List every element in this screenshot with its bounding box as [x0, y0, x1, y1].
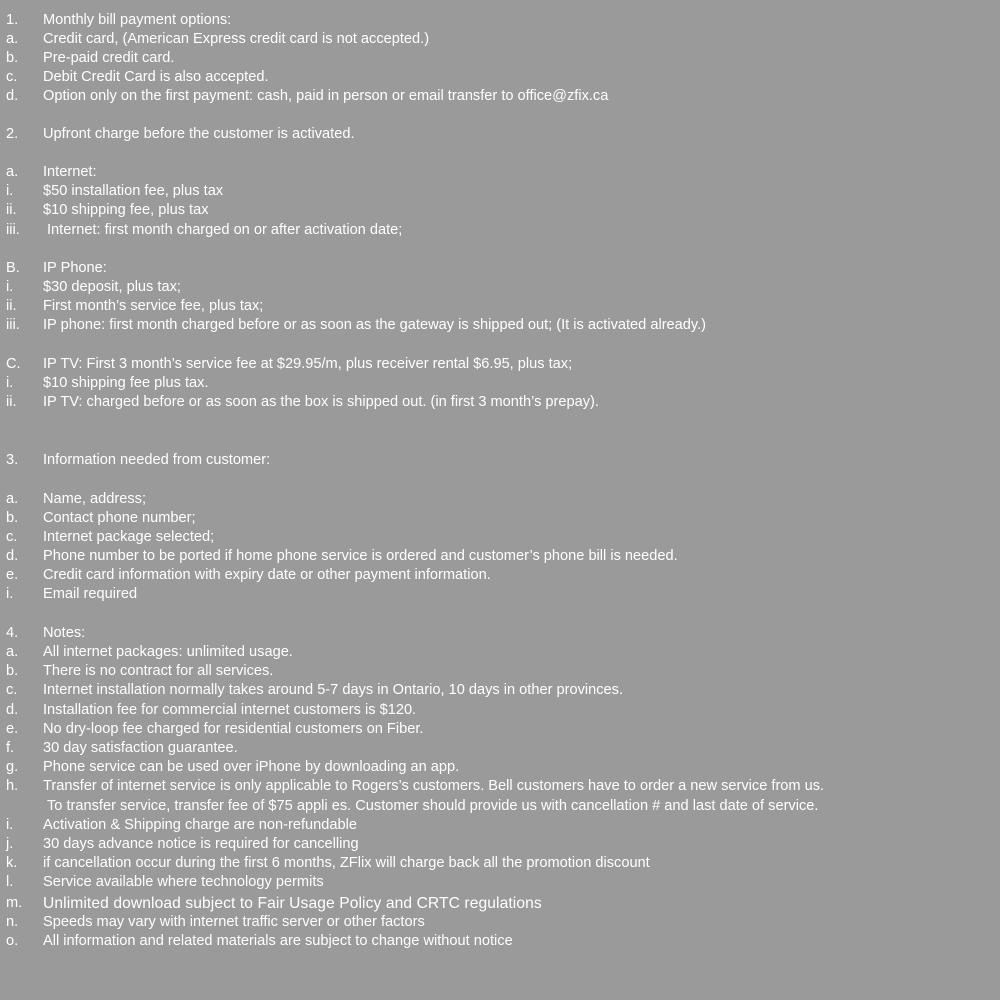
- list-marker: a.: [6, 31, 19, 47]
- list-text: Credit card information with expiry date or other payment information.: [43, 567, 491, 583]
- list-item: [0, 758, 1000, 777]
- list-item: [0, 932, 1000, 951]
- list-text: Notes:: [43, 625, 86, 641]
- list-text: Contact phone number;: [43, 510, 196, 526]
- list-marker: a.: [6, 164, 19, 180]
- list-marker: o.: [6, 933, 19, 949]
- list-marker: 2.: [6, 126, 19, 142]
- list-marker: i.: [6, 586, 14, 602]
- list-text: Monthly bill payment options:: [43, 12, 232, 28]
- list-item: [0, 528, 1000, 547]
- list-marker: b.: [6, 50, 19, 66]
- section-heading: [0, 624, 1000, 643]
- list-marker: i.: [6, 817, 14, 833]
- list-item: [0, 355, 1000, 374]
- list-marker: i.: [6, 183, 14, 199]
- list-marker: d.: [6, 88, 19, 104]
- list-text: Transfer of internet service is only applicable to Rogers’s customers. Bell customers have to order a new service from us.: [43, 778, 825, 794]
- list-text: Phone service can be used over iPhone by downloading an app.: [43, 759, 460, 775]
- list-marker: c.: [6, 69, 18, 85]
- list-item: [0, 201, 1000, 220]
- list-marker: l.: [6, 874, 14, 890]
- list-item: [0, 873, 1000, 892]
- list-item: [0, 393, 1000, 412]
- list-item: [0, 221, 1000, 240]
- list-item: [0, 547, 1000, 566]
- list-text: Option only on the first payment: cash, paid in person or email transfer to office@zfix.ca: [43, 88, 609, 104]
- list-text: Pre-paid credit card.: [43, 50, 175, 66]
- list-text: IP TV: First 3 month’s service fee at $29.95/m, plus receiver rental $6.95, plus tax;: [43, 356, 573, 372]
- list-text: Internet installation normally takes around 5-7 days in Ontario, 10 days in other provinces.: [43, 682, 624, 698]
- list-item: [0, 913, 1000, 932]
- list-item: [0, 11, 1000, 30]
- list-marker: b.: [6, 510, 19, 526]
- list-item: [0, 854, 1000, 873]
- list-marker: h.: [6, 778, 19, 794]
- list-marker: iii.: [6, 317, 20, 333]
- list-item: [0, 681, 1000, 700]
- list-marker: g.: [6, 759, 19, 775]
- list-marker: 1.: [6, 12, 19, 28]
- list-marker: m.: [6, 895, 23, 911]
- list-marker: 4.: [6, 625, 19, 641]
- list-item: [0, 585, 1000, 604]
- list-text: Service available where technology permits: [43, 874, 324, 890]
- list-item: [0, 259, 1000, 278]
- list-text: There is no contract for all services.: [43, 663, 274, 679]
- list-item: [0, 278, 1000, 297]
- list-text: Internet: first month charged on or after activation date;: [47, 222, 403, 238]
- list-text: All internet packages: unlimited usage.: [43, 644, 293, 660]
- list-marker: iii.: [6, 222, 20, 238]
- list-item: [0, 739, 1000, 758]
- list-marker: k.: [6, 855, 18, 871]
- list-text: $50 installation fee, plus tax: [43, 183, 224, 199]
- list-text: Phone number to be ported if home phone service is ordered and customer’s phone bill is needed.: [43, 548, 678, 564]
- list-text: No dry-loop fee charged for residential customers on Fiber.: [43, 721, 424, 737]
- list-marker: e.: [6, 567, 19, 583]
- list-item: [0, 87, 1000, 106]
- list-marker: a.: [6, 491, 19, 507]
- list-marker: d.: [6, 548, 19, 564]
- list-marker: i.: [6, 279, 14, 295]
- list-text: IP phone: first month charged before or as soon as the gateway is shipped out; (It is activated already.): [43, 317, 707, 333]
- list-marker: j.: [6, 836, 14, 852]
- list-item: [0, 894, 1000, 913]
- list-text: if cancellation occur during the first 6 months, ZFlix will charge back all the promotion discount: [43, 855, 650, 871]
- list-text: First month’s service fee, plus tax;: [43, 298, 264, 314]
- list-marker: e.: [6, 721, 19, 737]
- list-item: [0, 662, 1000, 681]
- list-item: [0, 720, 1000, 739]
- list-item: [0, 490, 1000, 509]
- list-text: Speeds may vary with internet traffic server or other factors: [43, 914, 425, 930]
- list-item: [0, 701, 1000, 720]
- list-marker: a.: [6, 644, 19, 660]
- list-text: Upfront charge before the customer is activated.: [43, 126, 355, 142]
- list-text: 30 day satisfaction guarantee.: [43, 740, 238, 756]
- list-item: [0, 30, 1000, 49]
- list-item: [0, 374, 1000, 393]
- list-item: [0, 816, 1000, 835]
- list-marker: ii.: [6, 202, 17, 218]
- list-text: Installation fee for commercial internet customers is $120.: [43, 702, 417, 718]
- list-text: All information and related materials are subject to change without notice: [43, 933, 513, 949]
- list-item-continuation: [0, 797, 1000, 816]
- list-item: [0, 68, 1000, 87]
- list-text: To transfer service, transfer fee of $75 appli es. Customer should provide us with cancellation # and last date of service.: [47, 798, 819, 814]
- list-text: $10 shipping fee, plus tax: [43, 202, 209, 218]
- list-text: Credit card, (American Express credit card is not accepted.): [43, 31, 430, 47]
- list-text: IP Phone:: [43, 260, 107, 276]
- list-item: [0, 163, 1000, 182]
- list-text: Activation & Shipping charge are non-refundable: [43, 817, 357, 833]
- section-heading: [0, 125, 1000, 144]
- list-item: [0, 777, 1000, 796]
- list-marker: B.: [6, 260, 20, 276]
- list-text: Email required: [43, 586, 138, 602]
- list-marker: i.: [6, 375, 14, 391]
- list-marker: c.: [6, 529, 18, 545]
- list-item: [0, 297, 1000, 316]
- list-text: 30 days advance notice is required for cancelling: [43, 836, 359, 852]
- list-text: Debit Credit Card is also accepted.: [43, 69, 269, 85]
- list-text: Name, address;: [43, 491, 147, 507]
- section-heading: [0, 451, 1000, 470]
- list-text: $30 deposit, plus tax;: [43, 279, 181, 295]
- list-item: [0, 49, 1000, 68]
- list-text: Unlimited download subject to Fair Usage Policy and CRTC regulations: [43, 895, 542, 912]
- list-marker: 3.: [6, 452, 19, 468]
- list-item: [0, 835, 1000, 854]
- list-item: [0, 316, 1000, 335]
- list-text: $10 shipping fee plus tax.: [43, 375, 209, 391]
- list-marker: c.: [6, 682, 18, 698]
- list-marker: ii.: [6, 298, 17, 314]
- list-item: [0, 566, 1000, 585]
- list-item: [0, 182, 1000, 201]
- list-marker: n.: [6, 914, 19, 930]
- list-item: [0, 509, 1000, 528]
- list-text: Internet:: [43, 164, 97, 180]
- list-text: Information needed from customer:: [43, 452, 271, 468]
- list-marker: d.: [6, 702, 19, 718]
- list-marker: C.: [6, 356, 21, 372]
- list-marker: b.: [6, 663, 19, 679]
- list-item: [0, 643, 1000, 662]
- list-marker: f.: [6, 740, 15, 756]
- list-text: IP TV: charged before or as soon as the box is shipped out. (in first 3 month’s prepay).: [43, 394, 599, 410]
- list-text: Internet package selected;: [43, 529, 215, 545]
- list-marker: ii.: [6, 394, 17, 410]
